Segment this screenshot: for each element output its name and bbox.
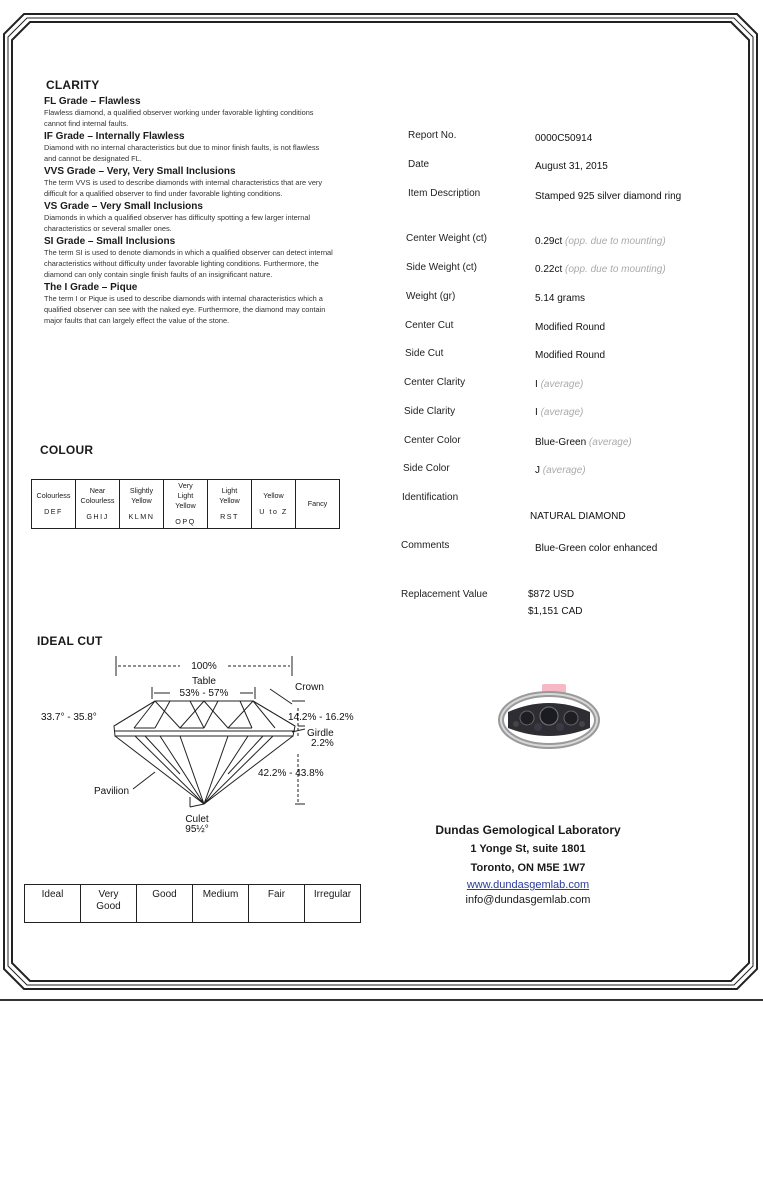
clarity-grade: [44, 131, 374, 164]
report-field-label: Report No.: [408, 130, 457, 141]
clarity-grade-description: cannot find internal faults.: [44, 119, 129, 128]
colour-grade-name: Very: [178, 481, 193, 490]
report-field-value: [535, 161, 608, 172]
report-field-label: Side Clarity: [404, 406, 456, 417]
page-divider: [0, 999, 763, 1001]
report-field-note: (average): [540, 379, 584, 390]
colour-grade-code: OPQ: [175, 517, 196, 526]
colour-grade-code: DEF: [44, 507, 63, 516]
report-field-label: Side Weight (ct): [406, 262, 477, 273]
report-field-value-text: I: [535, 379, 538, 390]
report-field-value-text: Modified Round: [535, 322, 606, 333]
colour-grade-name: Yellow: [219, 496, 240, 505]
cut-grade-name: Ideal: [41, 889, 64, 900]
report-field-value: [535, 465, 586, 476]
clarity-grade-description: diamond can only contain single finish faults of an insignificant nature.: [44, 270, 273, 279]
colour-grade-cell: [32, 480, 76, 529]
colour-grade-name: Yellow: [175, 501, 196, 510]
clarity-grade-title: SI Grade – Small Inclusions: [44, 236, 176, 247]
crown-height-label: 14.2% - 16.2%: [288, 712, 354, 723]
cut-grade-name: Very: [98, 889, 119, 900]
replacement-value-cad: $1,151 CAD: [528, 606, 583, 617]
colour-grade-name: Near: [89, 486, 106, 495]
colour-grade-name: Yellow: [131, 496, 152, 505]
report-field-note: (opp. due to mounting): [565, 236, 666, 247]
report-field-value-text: August 31, 2015: [535, 161, 608, 172]
cut-grade-name: Irregular: [313, 889, 352, 900]
clarity-grade-description: characteristics without difficulty under favorable lighting conditions. Furthermore, the: [44, 259, 319, 268]
clarity-grade-description: The term VVS is used to describe diamonds with internal characteristics that are very: [44, 178, 323, 187]
clarity-grade-description: Flawless diamond, a qualified observer working under favorable lighting conditions: [44, 108, 314, 117]
colour-grade-cell: [296, 480, 340, 529]
lab-website-link[interactable]: www.dundasgemlab.com: [466, 879, 590, 891]
report-field-label: Side Color: [403, 463, 450, 474]
colour-scale-table: [31, 479, 340, 529]
report-field-value: [535, 407, 583, 418]
clarity-grade: [44, 236, 374, 280]
report-field-label: Center Cut: [405, 320, 454, 331]
report-field-note: (average): [588, 437, 632, 448]
clarity-grade-list: [44, 96, 374, 328]
colour-grade-name: Yellow: [263, 491, 284, 500]
clarity-grade-description: Diamonds in which a qualified observer has difficulty spotting a few larger internal: [44, 213, 311, 222]
cut-grade-cell: [305, 885, 361, 923]
report-field-note: (average): [542, 465, 586, 476]
clarity-grade-description: characteristics or several smaller ones.: [44, 224, 172, 233]
cut-grade-cell: [137, 885, 193, 923]
colour-grade-name: Light: [177, 491, 194, 500]
crown-angle-label: 33.7° - 35.8°: [41, 712, 97, 723]
colour-grade-code: U to Z: [259, 507, 288, 516]
clarity-grade: [44, 166, 374, 199]
report-field-value: [535, 437, 632, 448]
cut-grade-name: Medium: [202, 889, 239, 900]
culet-label: Culet: [185, 814, 209, 825]
report-field-value-text: Modified Round: [535, 350, 606, 361]
report-field-label: Weight (gr): [406, 291, 456, 302]
width-label: 100%: [191, 661, 217, 672]
ring-photo: [494, 680, 604, 755]
clarity-grade-description: The term SI is used to denote diamonds in which a qualified observer can detect internal: [44, 248, 333, 257]
lab-address-line1: 1 Yonge St, suite 1801: [470, 843, 586, 855]
report-field-value-text: J: [535, 465, 540, 476]
report-field-value: [528, 589, 574, 600]
report-field-label: Center Color: [404, 435, 461, 446]
report-field-label: Center Weight (ct): [406, 233, 487, 244]
report-field-value-text: 0000C50914: [535, 133, 593, 144]
report-field-value-text: I: [535, 407, 538, 418]
clarity-grade-description: qualified observer can see with the naked eye. Furthermore, the diamond may contain: [44, 305, 326, 314]
report-field-value: [535, 191, 681, 202]
crown-label: Crown: [295, 682, 324, 693]
cut-grade-name: Good: [96, 901, 121, 912]
lab-name: Dundas Gemological Laboratory: [435, 823, 621, 837]
cut-grade-name: Fair: [267, 889, 286, 900]
culet-angle-label: 95½°: [185, 824, 209, 834]
cut-grade-table: [24, 884, 361, 923]
report-field-label: Identification: [402, 492, 459, 503]
clarity-grade: [44, 282, 374, 326]
report-field-label: Replacement Value: [401, 589, 488, 600]
clarity-grade-description: Diamond with no internal characteristics but due to minor finish faults, is not flawless: [44, 143, 320, 152]
report-field-value: [535, 322, 605, 333]
table-range-label: 53% - 57%: [179, 688, 229, 699]
clarity-grade: [44, 201, 374, 234]
cut-grade-cell: [193, 885, 249, 923]
report-field-value-text: 5.14 grams: [535, 293, 586, 304]
clarity-grade-title: The I Grade – Pique: [44, 282, 138, 293]
colour-grade-code: KLMN: [128, 512, 155, 521]
report-field-value-text: Blue-Green: [535, 437, 587, 448]
report-field-value: [535, 350, 605, 361]
colour-grade-code: RST: [220, 512, 239, 521]
girdle-value-label: 2.2%: [311, 738, 334, 749]
clarity-grade-description: and cannot be designated FL.: [44, 154, 142, 163]
lab-email[interactable]: info@dundasgemlab.com: [465, 894, 591, 906]
pavilion-depth-label: 42.2% - 43.8%: [258, 768, 324, 779]
clarity-grade: [44, 96, 374, 129]
report-field-value: [530, 511, 626, 522]
colour-grade-cell: [120, 480, 164, 529]
colour-grade-cell: [76, 480, 120, 529]
diamond-proportions-diagram: [30, 654, 360, 834]
report-field-label: Date: [408, 159, 430, 170]
report-field-value: [535, 379, 583, 390]
clarity-grade-description: The term I or Pique is used to describe diamonds with internal characteristics which a: [44, 294, 323, 303]
colour-grade-name: Colourless: [36, 491, 71, 500]
colour-grade-name: Slightly: [129, 486, 154, 495]
report-field-value-text: NATURAL DIAMOND: [530, 511, 626, 522]
clarity-grade-title: IF Grade – Internally Flawless: [44, 131, 185, 142]
colour-grade-cell: [252, 480, 296, 529]
report-field-label: Center Clarity: [404, 377, 466, 388]
colour-grade-cell: [164, 480, 208, 529]
cut-grade-cell: [25, 885, 81, 923]
clarity-grade-title: VVS Grade – Very, Very Small Inclusions: [44, 166, 236, 177]
report-field-value-text: $872 USD: [528, 589, 575, 600]
clarity-heading: CLARITY: [46, 78, 100, 92]
colour-grade-name: Colourless: [80, 496, 115, 505]
clarity-grade-title: FL Grade – Flawless: [44, 96, 141, 107]
girdle-label: Girdle: [307, 728, 334, 739]
report-field-label: Comments: [401, 540, 450, 551]
report-field-note: (opp. due to mounting): [565, 264, 666, 275]
ideal-cut-heading: IDEAL CUT: [37, 634, 103, 648]
colour-heading: COLOUR: [40, 443, 94, 457]
table-label: Table: [192, 676, 216, 687]
report-field-label: Side Cut: [405, 348, 444, 359]
cut-grade-cell: [81, 885, 137, 923]
cut-grade-name: Good: [152, 889, 177, 900]
report-field-value: [535, 293, 585, 304]
report-field-value: [535, 236, 666, 247]
clarity-grade-title: VS Grade – Very Small Inclusions: [44, 201, 203, 212]
colour-grade-cell: [208, 480, 252, 529]
report-field-note: (average): [540, 407, 584, 418]
report-field-value-text: Blue-Green color enhanced: [535, 543, 658, 554]
report-field-value-text: Stamped 925 silver diamond ring: [535, 191, 682, 202]
report-field-label: Item Description: [408, 188, 481, 199]
report-field-value: [535, 543, 657, 554]
pavilion-label: Pavilion: [94, 786, 130, 797]
report-field-value: [535, 133, 592, 144]
lab-address-line2: Toronto, ON M5E 1W7: [470, 862, 586, 874]
colour-grade-code: GHIJ: [86, 512, 109, 521]
cut-grade-cell: [249, 885, 305, 923]
colour-grade-name: Light: [221, 486, 238, 495]
clarity-grade-description: major faults that can largely effect the value of the stone.: [44, 316, 230, 325]
report-field-value-text: 0.29ct: [535, 236, 563, 247]
clarity-grade-description: difficult for a qualified observer to find under favorable lighting conditions.: [44, 189, 283, 198]
report-field-value: [535, 264, 666, 275]
report-field-value-text: 0.22ct: [535, 264, 563, 275]
colour-grade-name: Fancy: [307, 499, 328, 508]
